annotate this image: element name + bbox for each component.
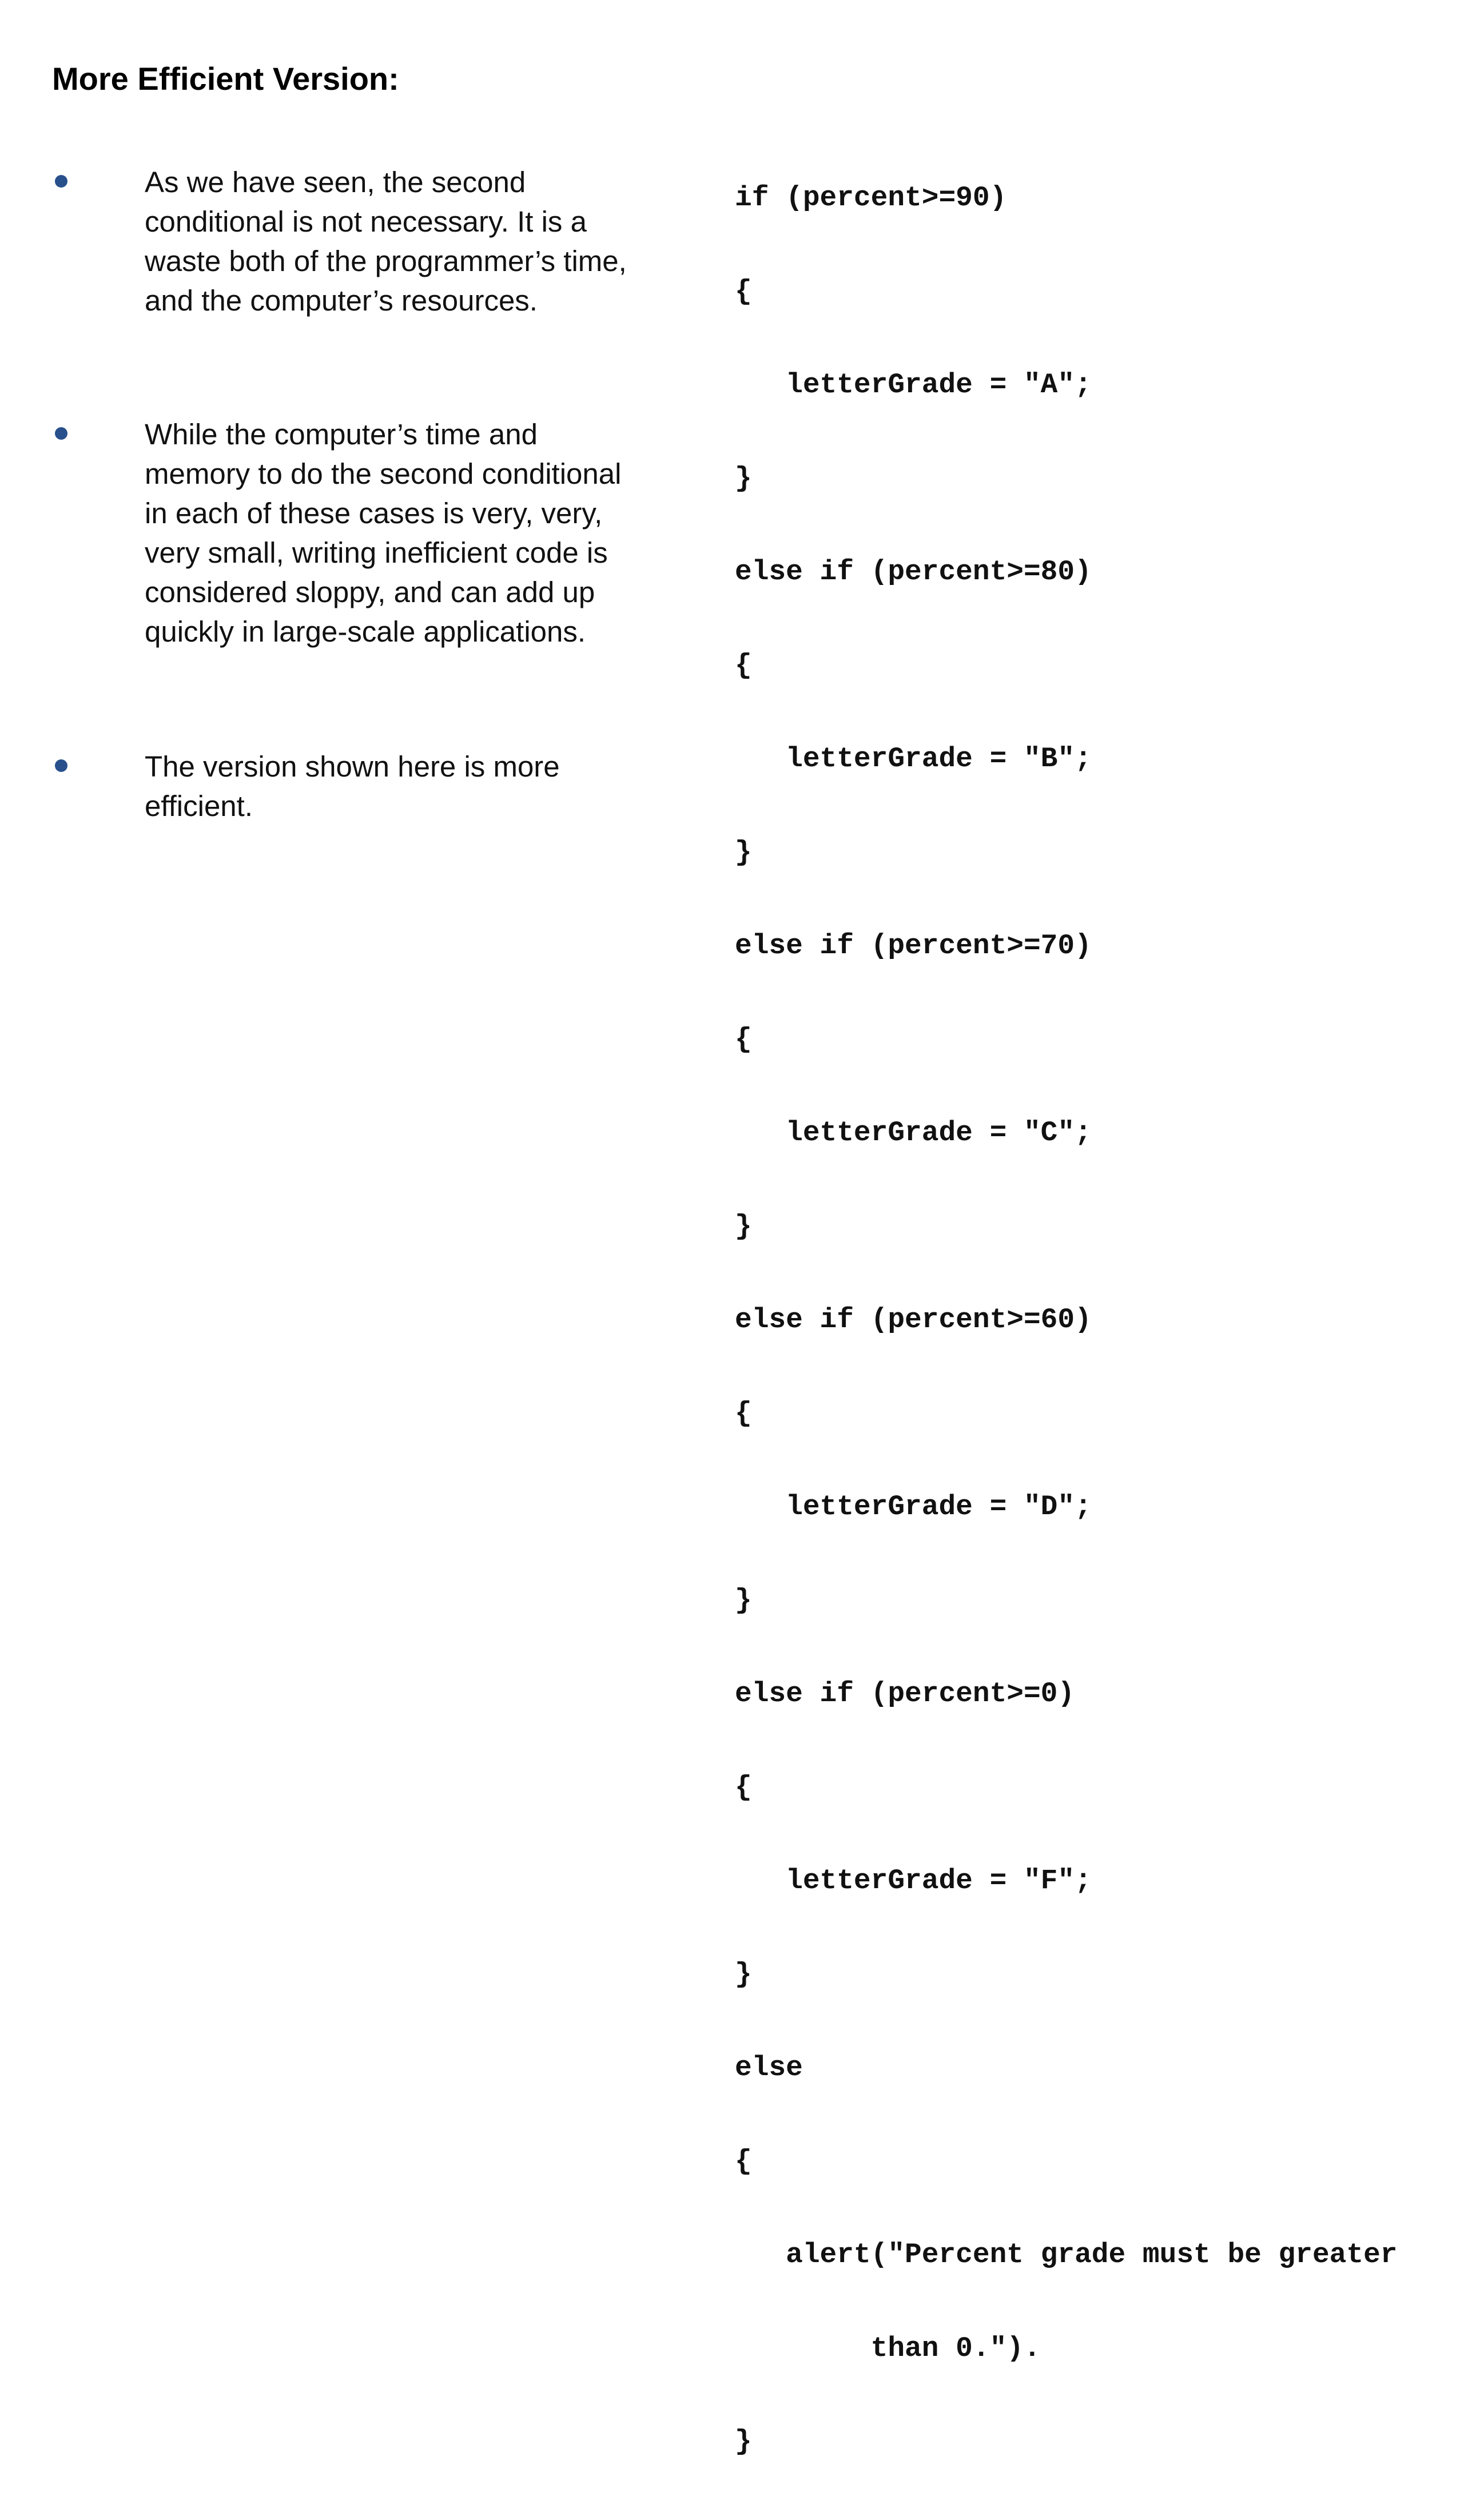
code-line: alert("Percent grade must be greater bbox=[735, 2239, 1398, 2271]
code-line: } bbox=[735, 2426, 752, 2458]
bullet-dot-icon bbox=[55, 427, 67, 440]
code-line: { bbox=[735, 649, 752, 682]
code-line: { bbox=[735, 1771, 752, 1804]
code-line: } bbox=[735, 1210, 752, 1243]
code-line: } bbox=[735, 836, 752, 869]
code-line: letterGrade = "F"; bbox=[735, 1865, 1092, 1897]
code-line: { bbox=[735, 1023, 752, 1056]
code-line: letterGrade = "D"; bbox=[735, 1491, 1092, 1523]
code-line: } bbox=[735, 1584, 752, 1617]
bullet-text: As we have seen, the second conditional is not necessary. It is a waste both of the programmer’s time, and the computer’s resources. bbox=[145, 166, 627, 317]
code-line: letterGrade = "A"; bbox=[735, 369, 1092, 401]
code-line: letterGrade = "B"; bbox=[735, 743, 1092, 775]
code-line: } bbox=[735, 1958, 752, 1990]
code-line: than 0."). bbox=[735, 2332, 1041, 2364]
code-line: { bbox=[735, 275, 752, 308]
code-line: { bbox=[735, 1397, 752, 1430]
code-line: else if (percent>=0) bbox=[735, 1678, 1075, 1710]
code-line: } bbox=[735, 462, 752, 495]
bullet-text: While the computer’s time and memory to do the second conditional in each of these cases is very, very, very small, writing inefficient code is considered sloppy, and can add up quickly in large-scale applications. bbox=[145, 418, 622, 648]
bullet-text: The version shown here is more efficient. bbox=[145, 750, 560, 822]
code-line: else if (percent>=70) bbox=[735, 930, 1092, 962]
code-line: { bbox=[735, 2145, 752, 2177]
code-line: else if (percent>=80) bbox=[735, 556, 1092, 588]
code-line: letterGrade = "C"; bbox=[735, 1117, 1092, 1149]
code-line: else if (percent>=60) bbox=[735, 1304, 1092, 1336]
bullet-dot-icon bbox=[55, 759, 67, 772]
code-block bbox=[735, 120, 1398, 2520]
code-line: else bbox=[735, 2052, 803, 2084]
code-line: if (percent>=90) bbox=[735, 182, 1007, 214]
bullet-dot-icon bbox=[55, 175, 67, 188]
slide-title: More Efficient Version: bbox=[52, 61, 399, 97]
